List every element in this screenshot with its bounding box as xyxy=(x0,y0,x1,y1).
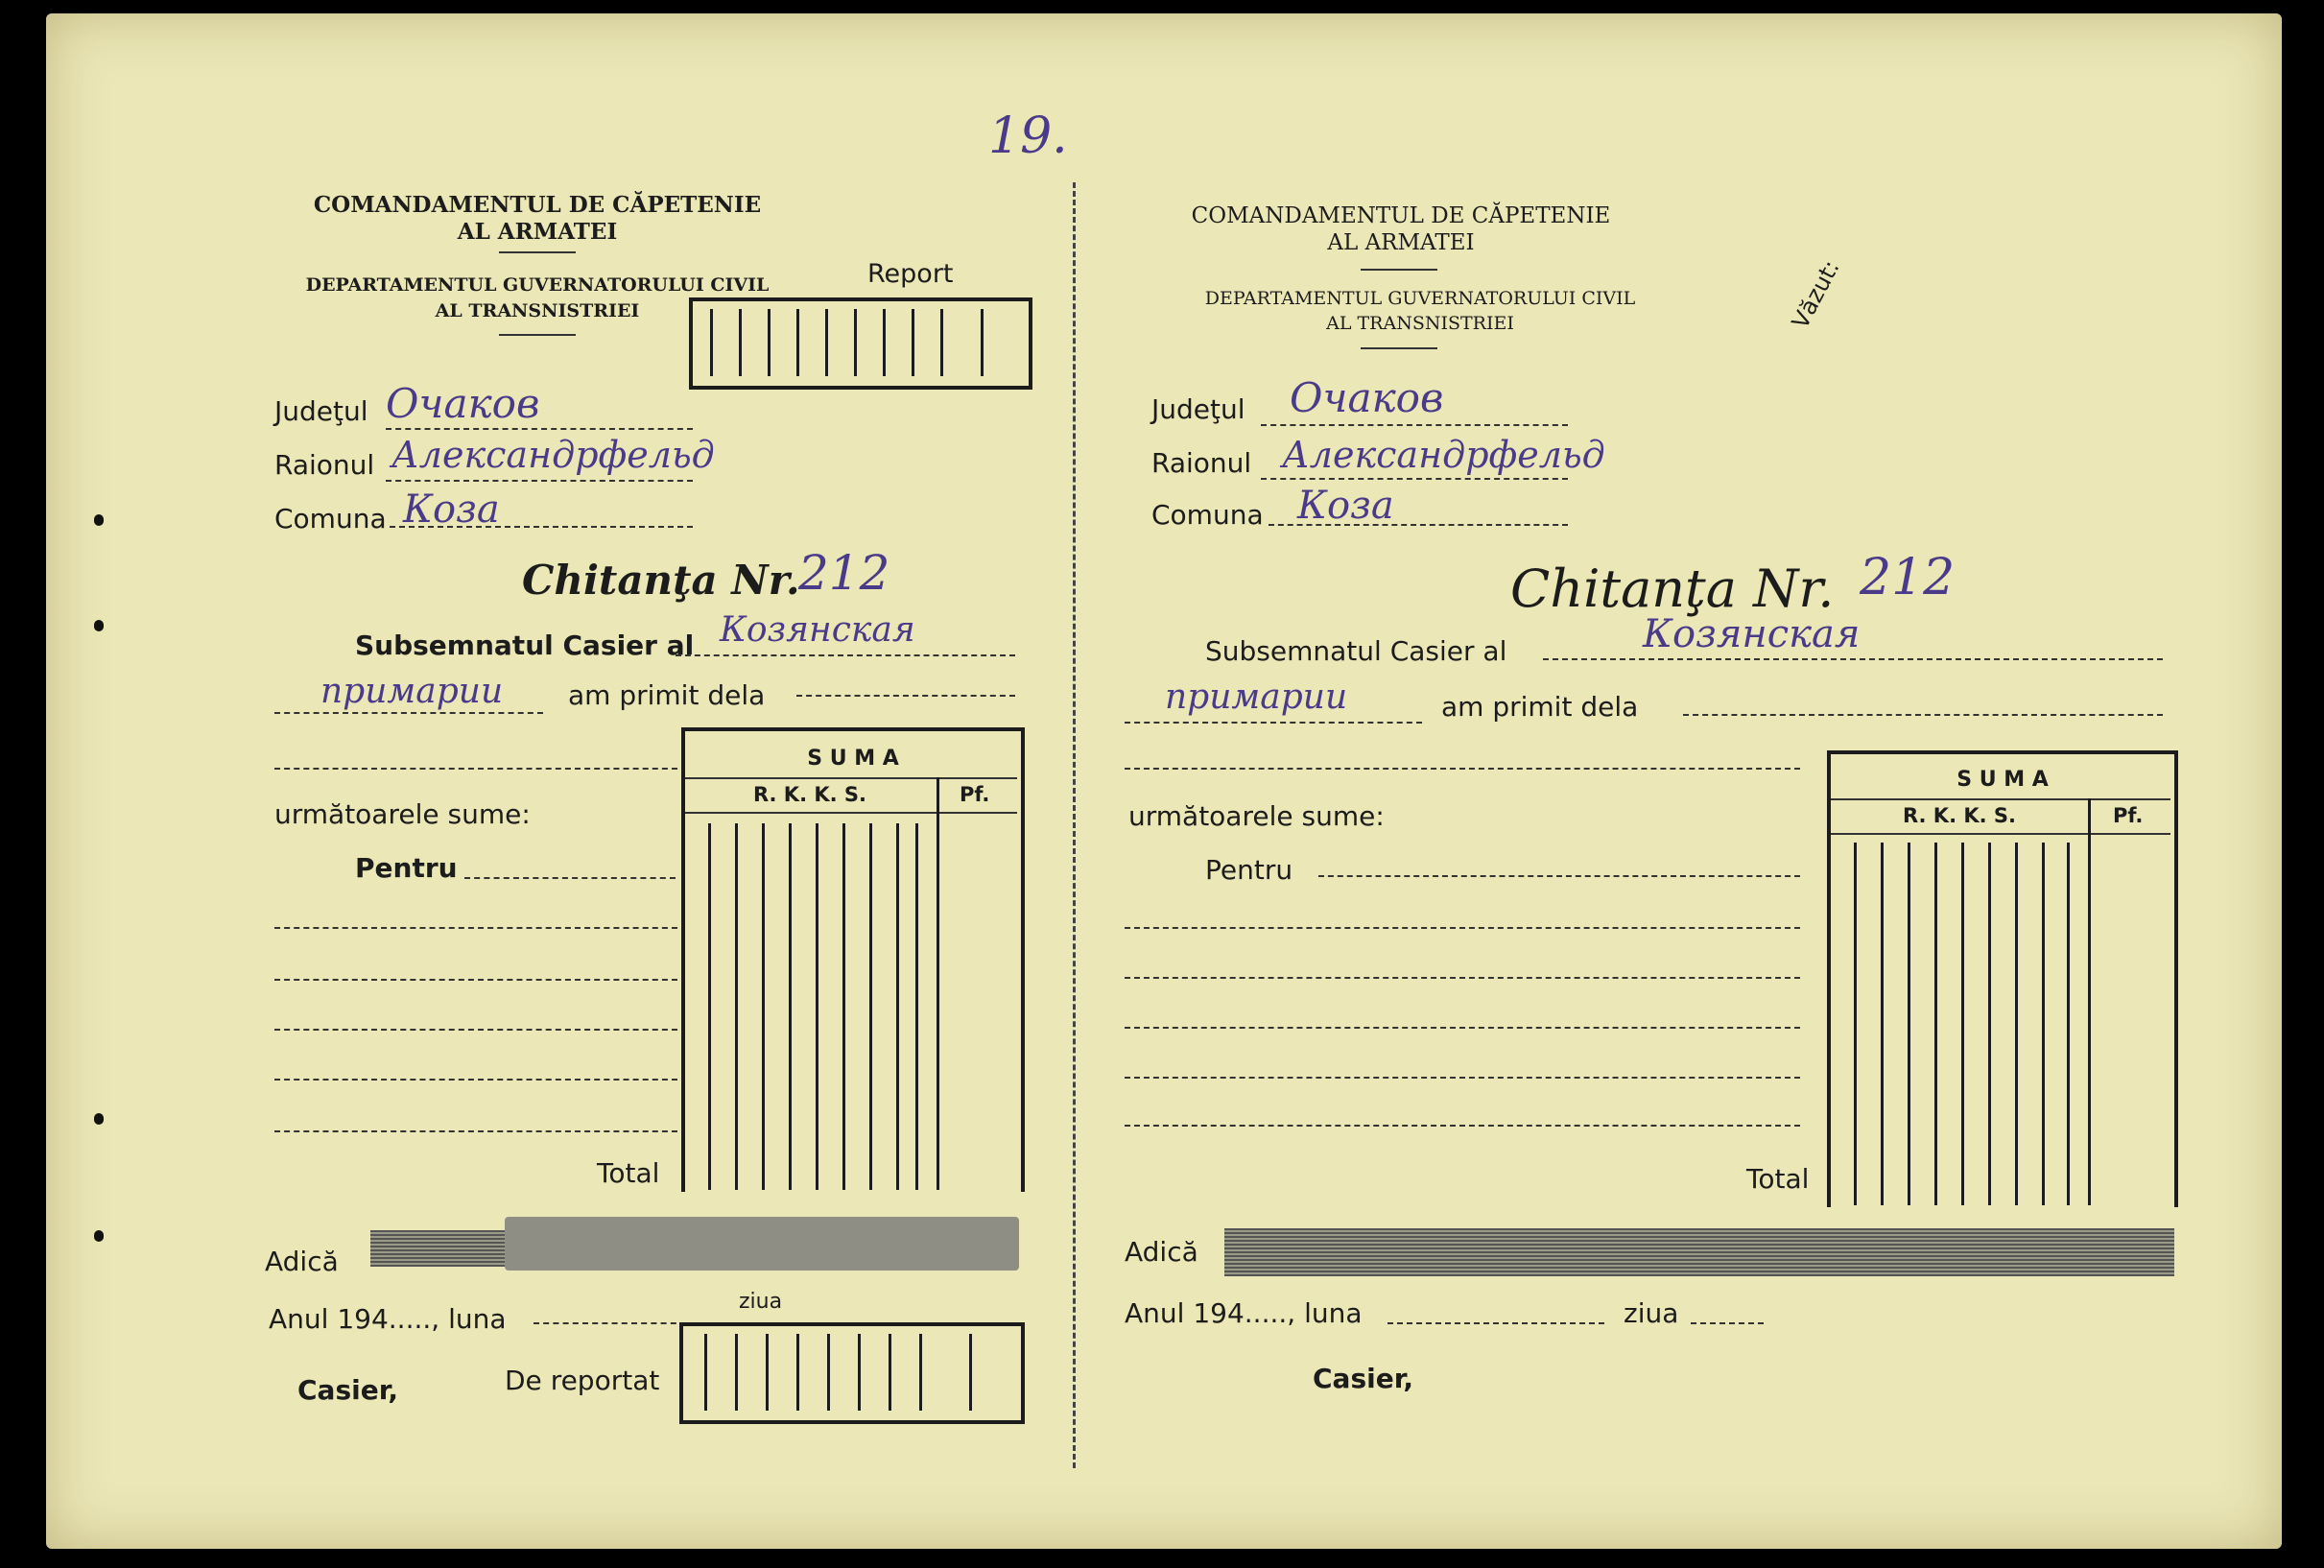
pf-label: Pf. xyxy=(2113,804,2144,827)
pentru-line xyxy=(1318,875,1800,877)
punch-hole xyxy=(94,620,104,631)
header-line1: COMANDAMENTUL DE CĂPETENIE xyxy=(1191,203,1611,228)
de-reportat-label: De reportat xyxy=(505,1365,660,1396)
raionul-value: Александрфельд xyxy=(1282,434,1605,476)
receipt-number: 212 xyxy=(1860,549,1956,606)
dept-line1: DEPARTAMENTUL GUVERNATORULUI CIVIL xyxy=(305,274,770,296)
dept-line2: AL TRANSNISTRIEI xyxy=(435,300,640,321)
raionul-line xyxy=(1261,478,1568,480)
judetul-label: Judeţul xyxy=(1151,393,1245,425)
adica-label: Adică xyxy=(1125,1236,1198,1268)
header-line1: COMANDAMENTUL DE CĂPETENIE xyxy=(313,192,762,218)
header-line2: AL ARMATEI xyxy=(1327,230,1475,255)
report-label: Report xyxy=(867,259,954,289)
suma-label: S U M A xyxy=(807,747,899,771)
item-line-2 xyxy=(274,979,677,981)
dept-line1: DEPARTAMENTUL GUVERNATORULUI CIVIL xyxy=(1204,288,1636,309)
anul-label: Anul 194....., luna xyxy=(269,1303,507,1335)
receipt-number: 212 xyxy=(798,545,890,601)
rkks-label: R. K. K. S. xyxy=(1902,804,2017,827)
comuna-label: Comuna xyxy=(1151,499,1264,531)
adica-bar xyxy=(370,1230,505,1267)
judetul-line xyxy=(1261,424,1568,426)
comuna-line xyxy=(390,526,693,528)
de-reportat-box xyxy=(679,1322,1025,1424)
casier-sign-label: Casier, xyxy=(297,1374,399,1406)
adica-label: Adică xyxy=(265,1246,339,1277)
report-box xyxy=(689,297,1032,390)
casier-sign-label: Casier, xyxy=(1313,1363,1414,1394)
comuna-line xyxy=(1269,524,1568,526)
casier-line xyxy=(676,654,1015,656)
urmatoarele-label: următoarele sume: xyxy=(274,798,531,830)
dept-divider xyxy=(499,334,576,336)
primit-label: am primit dela xyxy=(1441,691,1639,723)
punch-hole xyxy=(94,1230,104,1242)
primit-line-a xyxy=(274,712,543,714)
item-line-3 xyxy=(274,1029,677,1031)
suma-label: S U M A xyxy=(1956,768,2049,792)
total-label: Total xyxy=(597,1157,660,1189)
casier-label: Subsemnatul Casier al xyxy=(1205,635,1507,667)
dept-line2: AL TRANSNISTRIEI xyxy=(1326,313,1514,334)
raionul-label: Raionul xyxy=(274,449,375,481)
primit-line-a xyxy=(1125,722,1422,724)
pentru-line xyxy=(464,877,676,879)
item-line-4 xyxy=(1125,1077,1800,1079)
item-line-1 xyxy=(1125,927,1800,929)
judetul-line xyxy=(386,428,693,430)
dept-divider xyxy=(1361,347,1437,349)
judetul-value: Очаков xyxy=(1290,374,1444,421)
header-divider xyxy=(1361,269,1437,271)
adica-bar xyxy=(1224,1228,2174,1276)
comuna-value: Коза xyxy=(403,487,500,532)
receipt-title: Chitanţa Nr. xyxy=(1510,558,1835,619)
ziua-label: ziua xyxy=(739,1290,783,1314)
header-line2: AL ARMATEI xyxy=(457,219,618,245)
item-line-4 xyxy=(274,1079,677,1081)
item-line-5 xyxy=(274,1130,677,1132)
punch-hole xyxy=(94,514,104,526)
suma-table xyxy=(1827,750,2178,1207)
urmatoarele-label: următoarele sume: xyxy=(1128,800,1385,832)
item-line-3 xyxy=(1125,1027,1800,1029)
vazut-label: Văzut: xyxy=(1787,255,1845,334)
adica-field xyxy=(505,1217,1019,1271)
pentru-label: Pentru xyxy=(1205,854,1293,886)
raionul-value: Александрфельд xyxy=(391,434,715,476)
primit-line-b xyxy=(1683,714,2163,716)
ziua-label: ziua xyxy=(1624,1297,1679,1329)
comuna-label: Comuna xyxy=(274,503,387,535)
header-divider xyxy=(499,251,576,253)
total-label: Total xyxy=(1746,1163,1810,1195)
judetul-label: Judeţul xyxy=(274,395,368,427)
suma-table xyxy=(681,727,1025,1192)
casier-label: Subsemnatul Casier al xyxy=(355,630,695,661)
rkks-label: R. K. K. S. xyxy=(752,783,867,806)
pentru-label: Pentru xyxy=(355,852,458,884)
punch-hole xyxy=(94,1113,104,1125)
page-number: 19. xyxy=(988,107,1068,165)
raionul-line xyxy=(386,480,693,482)
ziua-line xyxy=(1691,1322,1764,1324)
primit-label: am primit dela xyxy=(568,679,766,711)
item-line-1 xyxy=(274,927,677,929)
perforation-divider xyxy=(1073,182,1076,1468)
receipt-title: Chitanţa Nr. xyxy=(522,557,800,604)
primit-line-b xyxy=(796,695,1015,697)
blank-line xyxy=(274,768,677,770)
raionul-label: Raionul xyxy=(1151,447,1252,479)
casier-value: Козянская xyxy=(720,610,915,650)
pf-label: Pf. xyxy=(960,783,990,806)
anul-label: Anul 194....., luna xyxy=(1125,1297,1363,1329)
casier-value: Козянская xyxy=(1643,612,1861,656)
judetul-value: Очаков xyxy=(386,380,540,427)
primit-value: примарии xyxy=(1165,677,1348,717)
casier-line xyxy=(1543,658,2163,660)
luna-line xyxy=(1387,1322,1604,1324)
comuna-value: Коза xyxy=(1297,484,1394,528)
item-line-2 xyxy=(1125,977,1800,979)
blank-line xyxy=(1125,768,1800,770)
primit-value: примарии xyxy=(320,672,504,711)
item-line-5 xyxy=(1125,1125,1800,1127)
